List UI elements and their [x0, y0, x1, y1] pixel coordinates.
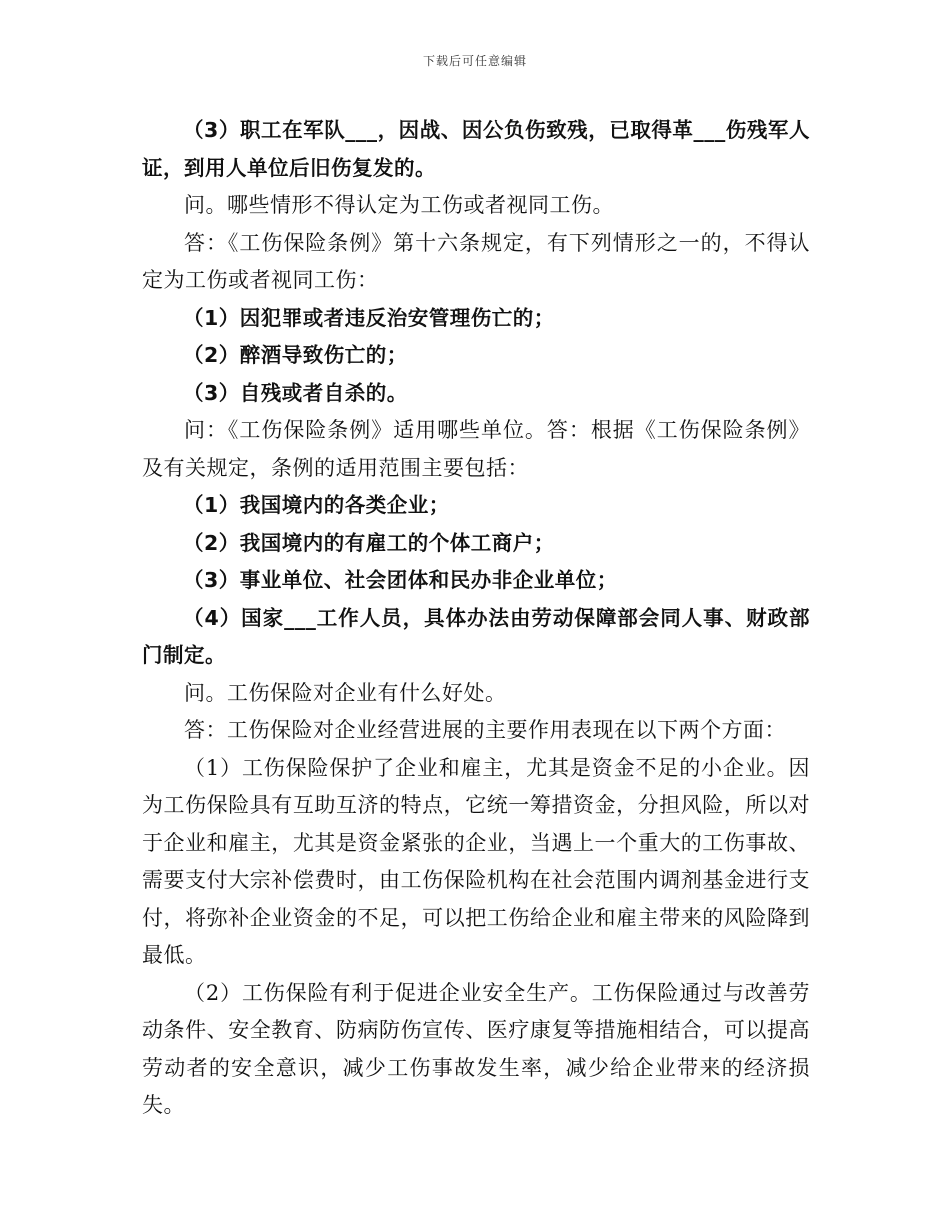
paragraph-6: （3）自残或者自杀的。 [183, 380, 408, 405]
page-header-note: 下载后可任意编辑 [422, 54, 527, 68]
paragraph-3: 答：《工伤保险条例》第十六条规定，有下列情形之一的，不得认定为工伤或者视同工伤： [142, 230, 810, 292]
paragraph-8: （1）我国境内的各类企业； [183, 493, 450, 517]
paragraph-5: （2）醉酒导致伤亡的； [183, 343, 408, 367]
paragraph-7: 问：《工伤保险条例》适用哪些单位。答：根据《工伤保险条例》及有关规定，条例的适用范围主要包括： [142, 418, 810, 480]
paragraph-2: 问。哪些情形不得认定为工伤或者视同工伤。 [184, 193, 614, 217]
paragraph-1: （3）职工在军队___，因战、因公负伤致残，已取得革___伤残军人证，到用人单位后旧伤复发的。 [142, 118, 810, 180]
paragraph-10: （3）事业单位、社会团体和民办非企业单位； [183, 568, 618, 592]
paragraph-11: （4）国家___工作人员，具体办法由劳动保障部会同人事、财政部门制定。 [142, 605, 810, 667]
paragraph-15: （2）工伤保险有利于促进企业安全生产。工伤保险通过与改善劳动条件、安全教育、防病防伤宣传、医疗康复等措施相结合，可以提高劳动者的安全意识，减少工伤事故发生率，减少给企业带来的经济损失。 [142, 980, 810, 1117]
paragraph-4: （1）因犯罪或者违反治安管理伤亡的； [183, 305, 555, 330]
document-body [142, 112, 810, 1125]
paragraph-12: 问。工伤保险对企业有什么好处。 [184, 680, 507, 705]
paragraph-13: 答：工伤保险对企业经营进展的主要作用表现在以下两个方面： [184, 718, 786, 742]
paragraph-14: （1）工伤保险保护了企业和雇主，尤其是资金不足的小企业。因为工伤保险具有互助互济的特点，它统一筹措资金，分担风险，所以对于企业和雇主，尤其是资金紧张的企业，当遇上一个重大的工伤事故、需要支付大宗补偿费时，由工伤保险机构在社会范围内调剂基金进行支付，将弥补企业资金的不足，可以把工伤给企业和雇主带来的风险降到最低。 [142, 755, 810, 967]
paragraph-9: （2）我国境内的有雇工的个体工商户； [183, 530, 555, 555]
